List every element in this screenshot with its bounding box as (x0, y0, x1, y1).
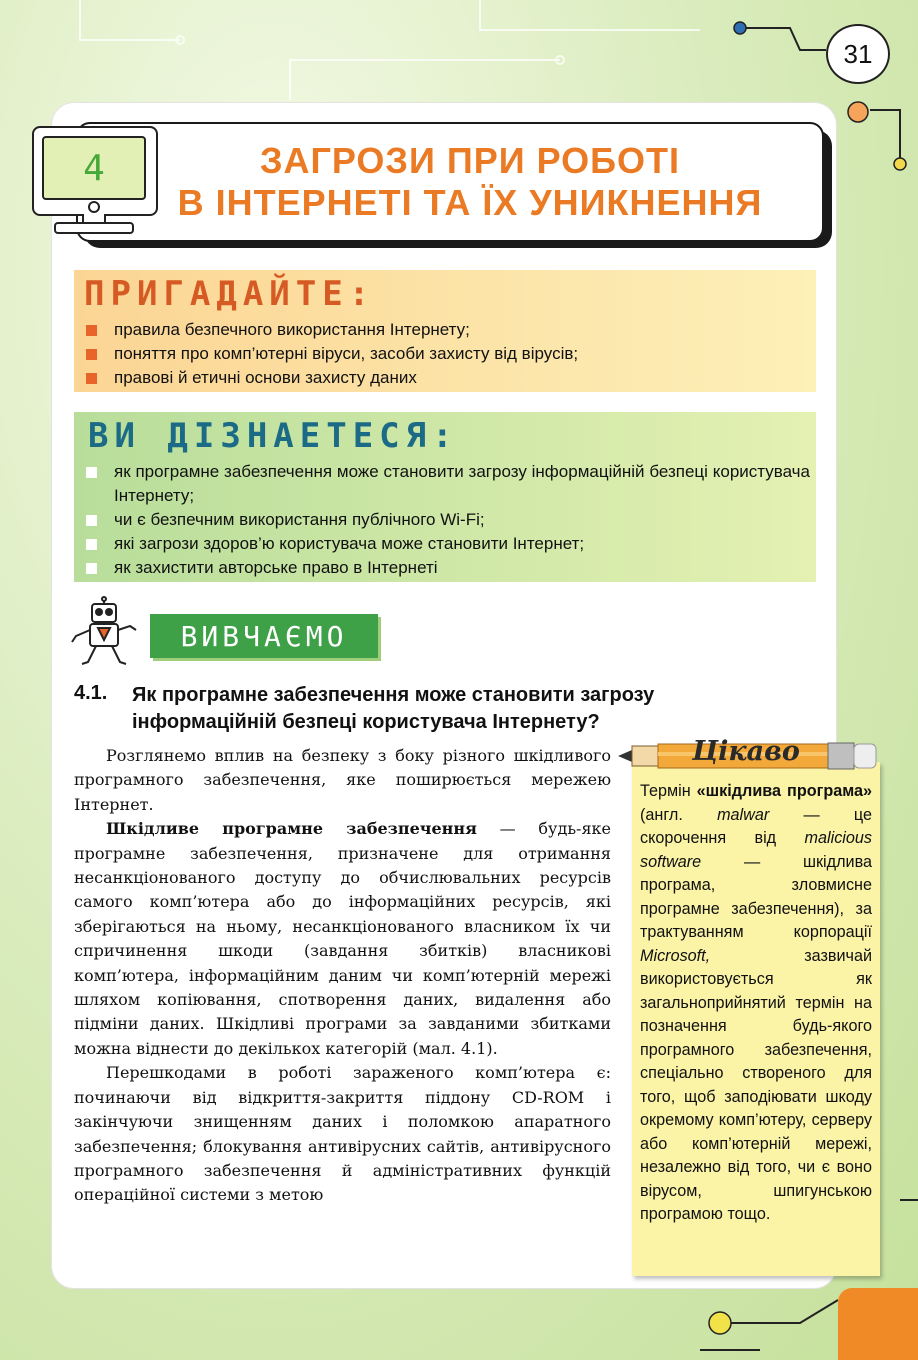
recall-box (74, 270, 816, 392)
term-italic: Microsoft, (640, 946, 711, 965)
sidebar-label: Цікаво (692, 736, 800, 767)
list-item: поняття про комп’ютерні віруси, засоби захисту від вірусів; (84, 342, 804, 366)
recall-list (84, 318, 804, 390)
term-italic: malicious software (640, 829, 872, 871)
section-title: Як програмне забезпечення може становити загрозу інформаційній безпеці користувача Інтернету? (132, 684, 655, 733)
paragraph (74, 817, 611, 1061)
learn-box (74, 412, 816, 582)
list-item: правила безпечного використання Інтернету; (84, 318, 804, 342)
robot-icon (70, 596, 138, 668)
recall-heading: ПРИГАДАЙТЕ: (84, 274, 376, 314)
chapter-title-line2: В ІНТЕРНЕТІ ТА ЇХ УНИКНЕННЯ (177, 182, 763, 223)
list-item: правові й етичні основи захисту даних (84, 366, 804, 390)
monitor-icon (32, 126, 154, 236)
term-italic: malwar (717, 805, 770, 824)
body-text (74, 744, 611, 1208)
list-item: які загрози здоров’ю користувача може становити Інтернет; (84, 532, 810, 556)
term-bold: «шкідлива програма» (696, 782, 872, 800)
chapter-title-line1: ЗАГРОЗИ ПРИ РОБОТІ (259, 140, 681, 181)
page-corner-tab (838, 1288, 918, 1360)
page-number: 31 (826, 24, 890, 84)
text-run: — шкідлива програма, зловмисне програмне забезпечення), за трактуванням корпорації (640, 852, 872, 941)
list-item: чи є безпечним використання публічного Wi-Fi; (84, 508, 810, 532)
study-label: ВИВЧАЄМО (150, 614, 378, 658)
paragraph: Перешкодами в роботі зараженого комп’ютера є: починаючи від відкриття-закриття піддону CD-ROM і закінчуючи знищенням даних і поломкою апаратного забезпечення; блокування антивірусних сайтів, антивірусного програмного забезпечення й адміністративних функцій операційної системи з метою (74, 1063, 611, 1205)
list-item: як захистити авторське право в Інтернеті (84, 556, 810, 580)
text-run: — це скорочення від (640, 805, 872, 847)
paragraph: Розглянемо вплив на безпеку з боку різного шкідливого програмного забезпечення, яке поширюється мережею Інтернет. (74, 746, 611, 814)
list-item: як програмне забезпечення може становити загрозу інформаційній безпеці користувача Інтернету; (84, 460, 810, 508)
term-bold: Шкідливе програмне забезпечення (106, 819, 477, 839)
chapter-number: 4 (42, 136, 146, 200)
section-number: 4.1. (74, 682, 108, 704)
text-run: (англ. (640, 805, 718, 824)
learn-list (84, 460, 810, 580)
chapter-title (150, 140, 790, 224)
learn-heading: ВИ ДІЗНАЕТЕСЯ: (88, 416, 459, 456)
paragraph-text: — будь-яке програмне забезпечення, призначене для отримання несанкціонованого доступу до обчислювальних ресурсів самого комп’ютера або до інформаційних ресурсів, які зберігаються на ньому, несанкціонованого власником їх чи спричинення шкоди (завдання збитків) власникові комп’ютера, інформаційним даним чи комп’ютерній мережі шляхом копіювання, спотворення даних, видалення або підміни даних. Шкідливі програми за завданими збитками можна віднести до декількох категорій (мал. 4.1). (74, 819, 611, 1058)
sidebar-text (640, 780, 872, 1227)
text-run: Термін (640, 782, 697, 800)
text-run: зазвичай використовується як загальноприйнятий термін на позначення будь-якого програмного забезпечення, спеціально створеного для того, щоб заподіювати шкоду окремому комп’ютеру, серверу або комп’ютерній мережі, незалежно від того, чи є воно вірусом, шпигунською програмою тощо. (640, 946, 872, 1223)
